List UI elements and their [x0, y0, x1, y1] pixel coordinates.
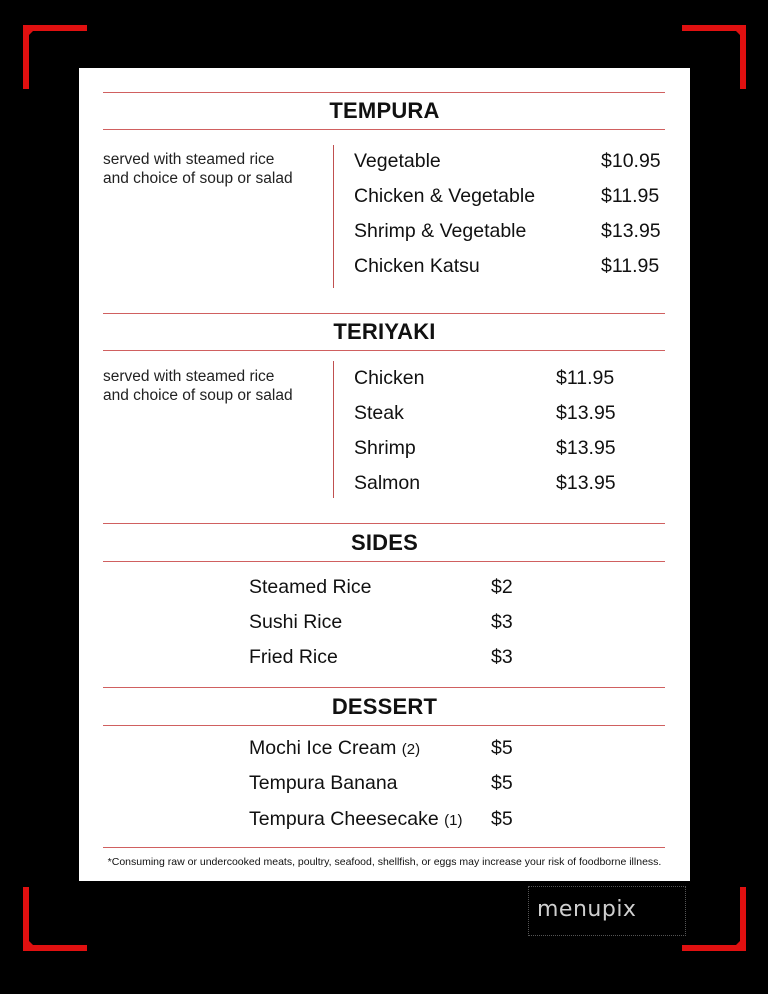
section-rule: [103, 561, 665, 562]
section-rule: [103, 350, 665, 351]
section-title-dessert: DESSERT: [331, 694, 438, 719]
foodborne-illness-disclaimer: *Consuming raw or undercooked meats, poultry, seafood, shellfish, or eggs may increase your risk of foodborne illness.: [107, 856, 662, 868]
menu-item-name: Fried Rice: [249, 646, 338, 668]
menu-page: [79, 68, 690, 881]
menu-item-name: [249, 808, 462, 831]
menu-item-price: $2: [491, 576, 513, 598]
column-divider: [333, 145, 334, 288]
menu-item-name: Chicken & Vegetable: [354, 185, 536, 207]
corner-ornament-top-left: [23, 25, 87, 89]
dessert-item-quantity: (1): [444, 812, 463, 829]
menu-item-price: $11.95: [556, 367, 615, 389]
menu-item-price: $11.95: [601, 185, 660, 207]
menu-item-price: $5: [491, 737, 513, 759]
section-title-tempura: TEMPURA: [329, 98, 440, 123]
menu-item-price: $3: [491, 646, 513, 668]
menu-item-name: Shrimp & Vegetable: [354, 220, 527, 242]
menu-item-name: Steamed Rice: [249, 576, 372, 598]
menu-item-price: $11.95: [601, 255, 660, 277]
section-rule: [103, 92, 665, 93]
dessert-item-label: Tempura Banana: [249, 772, 398, 794]
menu-item-name: [249, 772, 398, 795]
menu-item-name: Vegetable: [354, 150, 441, 172]
dessert-item-label: Tempura Cheesecake: [249, 808, 439, 830]
menu-item-price: $5: [491, 772, 513, 794]
menu-item-price: $13.95: [556, 472, 616, 494]
menu-item-name: Shrimp: [354, 437, 416, 459]
section-title-teriyaki: TERIYAKI: [333, 319, 436, 344]
watermark-text: menupix: [537, 897, 637, 922]
section-rule: [103, 523, 665, 524]
menu-item-price: $13.95: [556, 402, 616, 424]
menu-item-name: Chicken Katsu: [354, 255, 480, 277]
section-rule: [103, 687, 665, 688]
menu-item-price: $3: [491, 611, 513, 633]
corner-ornament-top-right: [682, 25, 746, 89]
menu-item-name: Sushi Rice: [249, 611, 343, 633]
menu-item-price: $10.95: [601, 150, 661, 172]
teriyaki-note: [103, 367, 293, 405]
column-divider: [333, 361, 334, 498]
corner-ornament-bottom-right: [682, 887, 746, 951]
corner-ornament-bottom-left: [23, 887, 87, 951]
section-rule: [103, 129, 665, 130]
tempura-note: [103, 150, 293, 188]
menu-item-name: Salmon: [354, 472, 421, 494]
note-line: and choice of soup or salad: [103, 170, 293, 187]
dessert-item-label: Mochi Ice Cream: [249, 737, 397, 759]
note-line: served with steamed rice: [103, 151, 275, 168]
menu-item-price: $13.95: [601, 220, 661, 242]
watermark-logo: [528, 886, 686, 936]
menu-item-name: Chicken: [354, 367, 425, 389]
menu-item-name: [249, 737, 420, 760]
note-line: served with steamed rice: [103, 368, 275, 385]
section-title-sides: SIDES: [350, 530, 419, 555]
section-rule: [103, 847, 665, 848]
menu-item-price: $5: [491, 808, 513, 830]
section-rule: [103, 313, 665, 314]
section-rule: [103, 725, 665, 726]
menu-item-name: Steak: [354, 402, 404, 424]
note-line: and choice of soup or salad: [103, 387, 293, 404]
dessert-item-quantity: (2): [401, 741, 421, 758]
menu-item-price: $13.95: [556, 437, 616, 459]
